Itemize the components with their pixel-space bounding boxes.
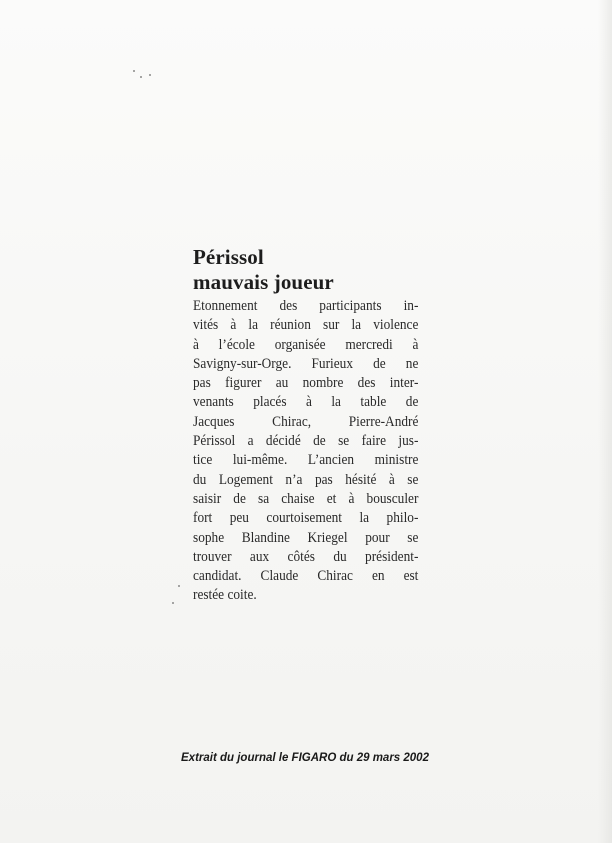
article-line: pas figurer au nombre des inter- — [193, 375, 419, 392]
article-line: Savigny-sur-Orge. Furieux de ne — [193, 355, 419, 372]
dust-speck — [140, 76, 142, 78]
dust-speck — [149, 74, 151, 76]
article-title-line-2: mauvais joueur — [193, 270, 334, 294]
article-line: candidat. Claude Chirac en est — [193, 568, 419, 585]
article-line: à l’école organisée mercredi à — [193, 336, 419, 353]
article-body — [193, 297, 419, 606]
article-line: venants placés à la table de — [193, 394, 419, 411]
article-line: Jacques Chirac, Pierre-André — [193, 413, 419, 430]
dust-speck — [172, 602, 174, 604]
article-line: du Logement n’a pas hésité à se — [193, 471, 419, 488]
article-line: sophe Blandine Kriegel pour se — [193, 529, 419, 546]
article-line: fort peu courtoisement la philo- — [193, 510, 419, 527]
article-title-line-1: Périssol — [193, 245, 264, 269]
dust-speck — [178, 585, 180, 587]
article-line: saisir de sa chaise et à bousculer — [193, 490, 419, 507]
newspaper-clipping — [193, 245, 418, 606]
article-line: Périssol a décidé de se faire jus- — [193, 433, 419, 450]
article-line: trouver aux côtés du président- — [193, 548, 419, 565]
article-line: Etonnement des participants in- — [193, 298, 419, 314]
article-line: tice lui-même. L’ancien ministre — [193, 452, 419, 469]
source-caption: Extrait du journal le FIGARO du 29 mars 2002 — [181, 752, 429, 764]
article-line: restée coite. — [193, 587, 257, 604]
article-title — [193, 245, 418, 295]
article-line: vités à la réunion sur la violence — [193, 317, 419, 334]
dust-speck — [133, 70, 135, 72]
paper-edge-shadow — [598, 0, 612, 843]
